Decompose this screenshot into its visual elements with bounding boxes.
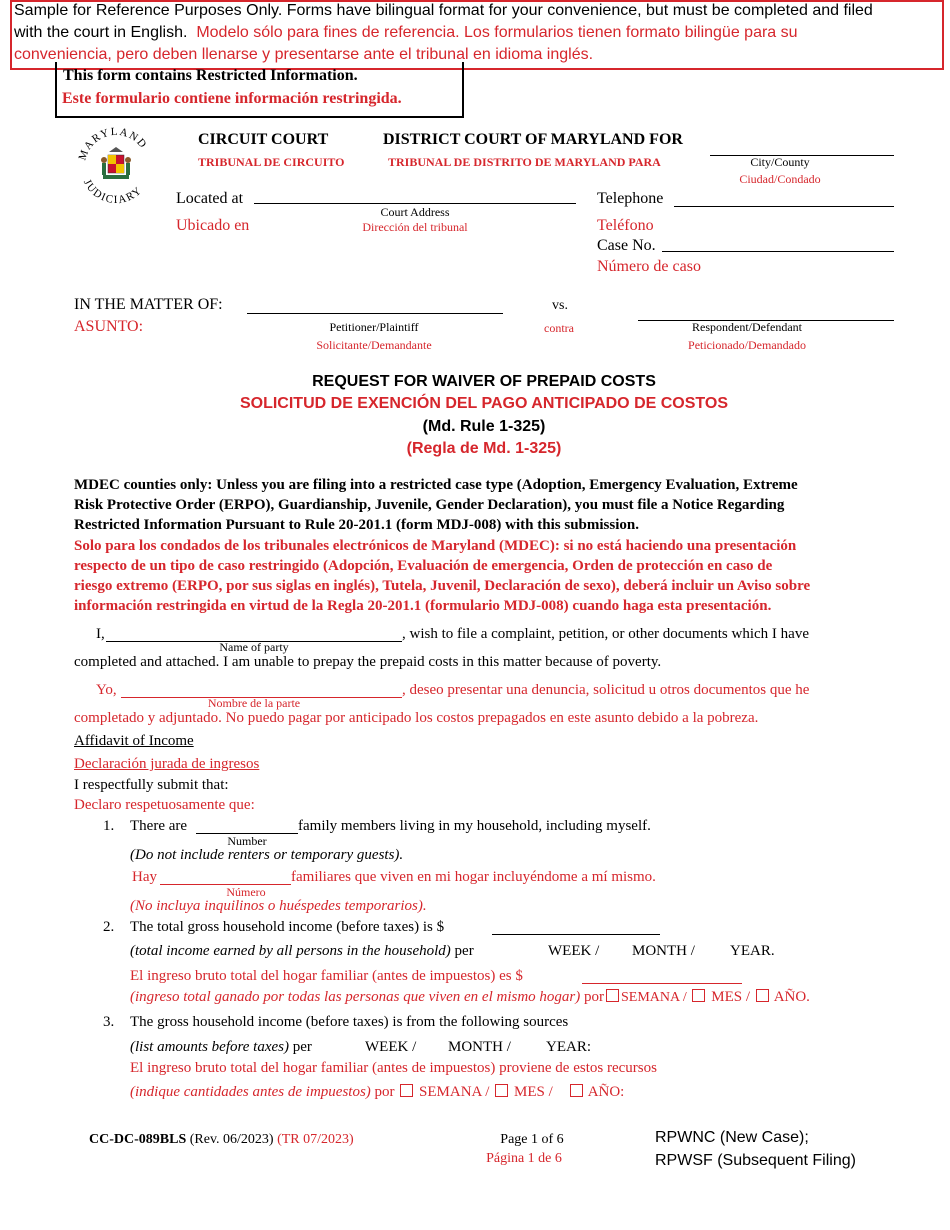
restricted-en: This form contains Restricted Information. [63, 67, 358, 84]
coat-of-arms-icon [101, 147, 131, 179]
matter-label-en: IN THE MATTER OF: [74, 296, 223, 313]
month-option-en-3[interactable]: MONTH / [448, 1039, 511, 1055]
matter-label-es: ASUNTO: [74, 318, 144, 335]
rule-es: (Regla de Md. 1-325) [406, 440, 562, 457]
located-at-es: Ubicado en [176, 217, 250, 234]
form-code-2: RPWSF (Subsequent Filing) [655, 1152, 856, 1169]
mdec-es-line: riesgo extremo (ERPO, por sus siglas en inglés), Tutela, Juvenil, Declaración de sexo), deberá incluir un Aviso sobre [74, 578, 811, 594]
seal-bottom-text: JUDICIARY [80, 177, 145, 204]
statement-line2-en: completed and attached. I am unable to prepay the prepaid costs in this matter because of poverty. [74, 654, 662, 670]
week-option-es: SEMANA / [621, 990, 687, 1005]
item3-per-en: per [292, 1039, 312, 1055]
page-number-en: Page 1 of 6 [500, 1132, 564, 1147]
item1-pre-es: Hay [132, 869, 157, 885]
year-option-en-3[interactable]: YEAR: [546, 1039, 591, 1055]
mdec-en-line: MDEC counties only: Unless you are filing into a restricted case type (Adoption, Emergency Evaluation, Extreme [74, 477, 798, 493]
petitioner-label-es: Solicitante/Demandante [316, 338, 432, 352]
item3-line2-es [130, 1084, 624, 1101]
respondent-label-en: Respondent/Defendant [692, 320, 802, 334]
case-no-es: Número de caso [597, 258, 701, 275]
banner-line-2-es: Modelo sólo para fines de referencia. Los formularios tienen formato bilingüe para su [196, 24, 798, 41]
svg-text:JUDICIARY [81, 178, 145, 204]
mdec-es-line: respecto de un tipo de caso restringido (Adopción, Evaluación de emergencia, Orden de protección en caso de [74, 558, 773, 574]
statement-rest-es: , deseo presentar una denuncia, solicitud u otros documentos que he [402, 682, 810, 698]
item1-post-en: family members living in my household, including myself. [298, 818, 651, 834]
year-option-es: AÑO. [773, 989, 810, 1005]
court-address-label-en: Court Address [380, 205, 450, 219]
party-name-label-en: Name of party [219, 640, 289, 654]
page-number-es: Página 1 de 6 [486, 1151, 562, 1166]
item1-number-label-es: Número [226, 885, 266, 899]
form-title-es: SOLICITUD DE EXENCIÓN DEL PAGO ANTICIPADO DE COSTOS [239, 395, 729, 412]
affidavit-heading-es: Declaración jurada de ingresos [74, 756, 260, 772]
footer-form-id [89, 1132, 354, 1148]
telephone-es: Teléfono [597, 217, 654, 234]
mdec-es-line: Solo para los condados de los tribunales electrónicos de Maryland (MDEC): si no está haciendo una presentación [74, 538, 797, 554]
item2-per-en: per [454, 943, 474, 959]
case-no-en: Case No. [597, 237, 656, 254]
form-title-en: REQUEST FOR WAIVER OF PREPAID COSTS [312, 373, 656, 390]
mdec-es-line: información restringida en virtud de la Regla 20-201.1 (formulario MDJ-008) cuando haga esta presentación. [74, 598, 772, 614]
court-address-label-es: Dirección del tribunal [362, 220, 468, 234]
vs-es: contra [544, 321, 574, 335]
vs-en: vs. [552, 298, 568, 313]
party-name-label-es: Nombre de la parte [207, 696, 301, 710]
form-id: CC-DC-089BLS [89, 1132, 187, 1147]
maryland-judiciary-seal [75, 122, 157, 204]
case-no-field[interactable] [662, 251, 894, 252]
statement-i-es: Yo, [96, 682, 117, 698]
banner-line-2-en: with the court in English. [14, 24, 188, 41]
form-revision: (Rev. 06/2023) [189, 1132, 274, 1147]
gross-income-field-es[interactable] [582, 983, 742, 984]
banner-line-1: Sample for Reference Purposes Only. Forms have bilingual format for your convenience, but must be completed and filed [14, 2, 873, 19]
respondent-label-es: Peticionado/Demandado [688, 338, 806, 352]
year-option-es-3: AÑO: [587, 1084, 625, 1100]
located-at-en: Located at [176, 190, 244, 207]
item2-line2-en [130, 943, 474, 960]
item2-note-en: (total income earned by all persons in the household) [130, 943, 451, 959]
month-checkbox-es-3[interactable] [495, 1084, 508, 1097]
statement-i-en: I, [96, 626, 105, 642]
month-option-es: MES / [711, 989, 750, 1005]
mdec-en-line: Risk Protective Order (ERPO), Guardianship, Juvenile, Gender Declaration), you must file a Notice Regarding [74, 497, 785, 513]
telephone-en: Telephone [597, 190, 664, 207]
week-checkbox-es[interactable] [606, 989, 619, 1002]
city-county-label-es: Ciudad/Condado [739, 172, 821, 186]
item1-post-es: familiares que viven en mi hogar incluyéndome a mí mismo. [291, 869, 656, 885]
gross-income-field[interactable] [492, 934, 660, 935]
banner-line-2 [14, 24, 798, 42]
year-checkbox-es-3[interactable] [570, 1084, 583, 1097]
week-option-es-3: SEMANA / [419, 1084, 490, 1100]
item1-pre-en: There are [130, 818, 188, 834]
affidavit-heading-en: Affidavit of Income [74, 733, 194, 749]
month-option-en[interactable]: MONTH / [632, 943, 695, 959]
item2-number: 2. [103, 919, 115, 935]
item2-note-es: (ingreso total ganado por todas las personas que viven en el mismo hogar) [130, 989, 581, 1005]
district-court-es: TRIBUNAL DE DISTRITO DE MARYLAND PARA [388, 155, 661, 169]
item1-number: 1. [103, 818, 115, 834]
restricted-es: Este formulario contiene información restringida. [62, 90, 402, 107]
rule-en: (Md. Rule 1-325) [422, 418, 546, 435]
mdec-en-line: Restricted Information Pursuant to Rule 20-201.1 (form MDJ-008) with this submission. [74, 517, 639, 533]
city-county-label-en: City/County [750, 155, 810, 169]
circuit-court-es: TRIBUNAL DE CIRCUITO [198, 155, 345, 169]
district-court-en: DISTRICT COURT OF MARYLAND FOR [383, 131, 683, 148]
court-address-field[interactable] [254, 203, 576, 204]
month-option-es-3: MES / [513, 1084, 553, 1100]
banner-line-3: conveniencia, pero deben llenarse y presentarse ante el tribunal en idioma inglés. [14, 46, 594, 63]
item3-number: 3. [103, 1014, 115, 1030]
item3-text-en: The gross household income (before taxes) is from the following sources [130, 1014, 569, 1030]
item1-note-es: (No incluya inquilinos o huéspedes temporarios). [130, 898, 427, 914]
year-option-en[interactable]: YEAR. [730, 943, 775, 959]
item1-number-label-en: Number [227, 834, 267, 848]
statement-line2-es: completado y adjuntado. No puedo pagar por anticipado los costos prepagados en este asunto debido a la pobreza. [74, 710, 759, 726]
item3-line2-en [130, 1039, 312, 1056]
item2-per-es: por [584, 989, 604, 1005]
statement-rest-en: , wish to file a complaint, petition, or other documents which I have [402, 626, 809, 642]
item2-line2-es [130, 989, 810, 1006]
month-checkbox-es[interactable] [692, 989, 705, 1002]
item1-note-en: (Do not include renters or temporary guests). [130, 847, 404, 863]
item3-text-es: El ingreso bruto total del hogar familiar (antes de impuestos) proviene de estos recursos [130, 1060, 657, 1076]
item3-per-es: por [374, 1084, 395, 1100]
form-translation-date: (TR 07/2023) [277, 1132, 354, 1147]
circuit-court-en: CIRCUIT COURT [198, 131, 329, 148]
submit-es: Declaro respetuosamente que: [74, 797, 255, 813]
item2-text-en: The total gross household income (before taxes) is $ [130, 919, 445, 935]
item3-note-en: (list amounts before taxes) [130, 1039, 290, 1055]
week-checkbox-es-3[interactable] [400, 1084, 413, 1097]
petitioner-field[interactable] [247, 313, 503, 314]
item2-text-es: El ingreso bruto total del hogar familiar (antes de impuestos) es $ [130, 968, 523, 984]
petitioner-label-en: Petitioner/Plaintiff [329, 320, 419, 334]
form-code-1: RPWNC (New Case); [655, 1129, 809, 1146]
week-option-en-3[interactable]: WEEK / [365, 1039, 417, 1055]
year-checkbox-es[interactable] [756, 989, 769, 1002]
seal-top-text: MARYLAND [76, 125, 150, 162]
item3-note-es: (indique cantidades antes de impuestos) [130, 1084, 371, 1100]
submit-en: I respectfully submit that: [74, 777, 229, 793]
week-option-en[interactable]: WEEK / [548, 943, 600, 959]
telephone-field[interactable] [674, 206, 894, 207]
